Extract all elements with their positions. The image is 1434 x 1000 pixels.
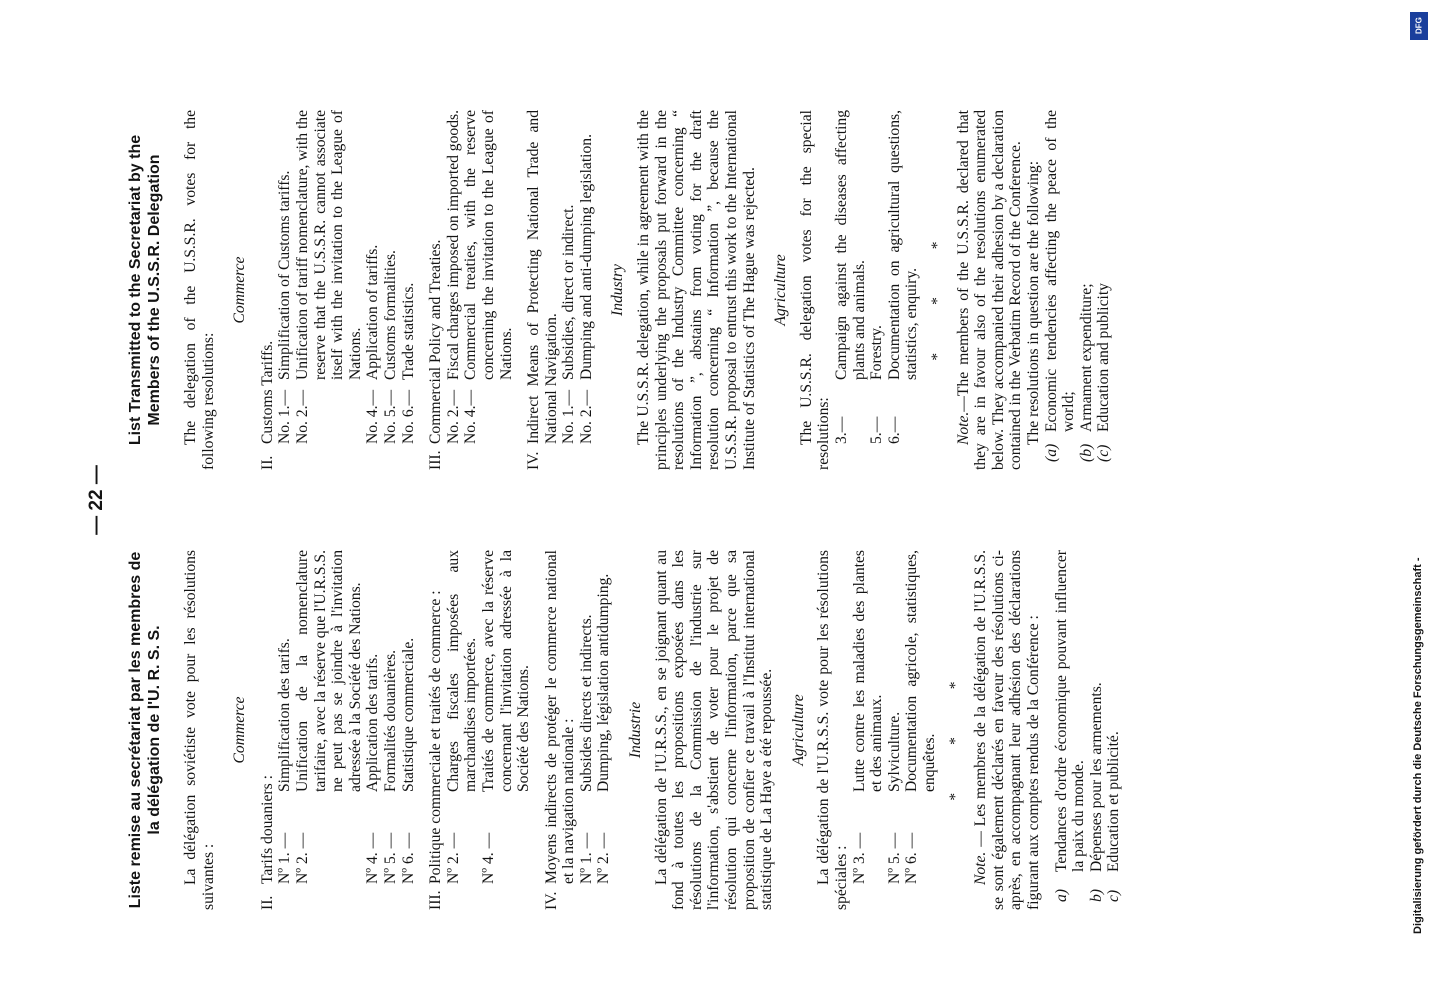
item-number: Nº 5. — [885,832,903,884]
item-text: Application of tariffs. [364,244,382,380]
item-text: Subsides directs et indirects. [577,614,595,792]
item-text: Customs formalities. [381,250,399,380]
item-text: Unification of tariff nomenclature, with the reserve that the U.S.S.R. cannot associate itself with the invitation to the League of Nations. [293,110,364,380]
list-text: Armament expenditure; [1077,283,1095,432]
item-number: Nº 2. — [595,832,613,884]
item-number: 3.— [833,416,850,444]
list-letter: (a) [1042,443,1060,462]
item-text: Formalités douanières. [381,649,399,792]
item-text: Subsidies, direct or indirect. [560,204,578,380]
item-text: Sylviculture. [885,711,903,792]
french-resolution-list [1053,550,1123,910]
item-number: Nº 1. — [577,832,595,884]
item-number: Nº 6. — [399,832,417,884]
note-text: —The members of the U.S.S.R. declared that they are in favour also of the resolutions enumerated below. They accompanied their adhesion by a declaration contained in the Verbatim Record of the Conference. [954,110,1025,470]
french-section-iii [427,550,533,910]
english-section-iii [427,110,515,470]
item-text: Application des tarifs. [364,653,382,792]
english-commerce-heading: Commerce [231,256,249,324]
section-roman: II. [258,895,276,910]
item-number: No. 6.— [399,389,417,444]
list-letter: (c) [1095,444,1113,462]
item-text: Simplification des tarifs. [276,638,294,792]
french-section-ii [259,550,417,910]
section-title: Indirect Means of Protecting National Trade and National Navigation. [525,110,560,444]
french-commerce-heading: Commerce [231,696,249,764]
list-letter: c) [1105,889,1123,902]
item-number: Nº 4. — [479,832,497,884]
item-text: Fiscal charges imposed on imported goods. [444,110,462,380]
french-note [972,550,1042,910]
english-note-followup: The resolutions in question are the following: [1024,160,1042,446]
list-letter: a) [1052,889,1070,902]
french-industry-text: La délégation de l'U.R.S.S., en se joignant quant au fond à toutes les propositions exposées dans les résolutions de la Commission de l'industrie sur l'information, s'abstient de voter pour le projet de résolution qui concerne l'information, parce que sa proposition de confier ce travail à l'Institut international statistique de La Haye a été repoussée. [652,550,776,910]
french-intro: La délégation soviétiste vote pour les résolutions suivantes : [182,550,217,910]
english-separator-stars: * * * [928,219,946,361]
item-number: Nº 1. — [276,832,294,884]
item-number: Nº 3. — [850,832,868,884]
section-title: Commercial Policy and Treaties. [427,239,445,444]
item-text: Documentation on agricultural questions, statistics, enquiry. [885,110,921,380]
french-separator-stars: * * * [946,659,964,801]
dfg-logo-icon: DFG [1410,12,1428,40]
digitization-stamp [1406,4,1430,994]
list-letter: b) [1087,889,1105,902]
item-number: No. 4.— [462,389,480,444]
item-number: 5.— [868,416,886,444]
item-text: Lutte contre les maladies des plantes et des animaux. [850,550,886,792]
item-text: Unification de la nomenclature tarifaire, avec la réserve que l'U.R.S.S. ne peut pas se joindre à l'invitation adressée à la Société des Nations. [293,550,364,792]
item-number: No. 2.— [444,389,462,444]
section-title: Politique commerciale et traités de commerce : [427,590,445,884]
note-text: — Les membres de la délégation de l'U.R.S.S. se sont également déclarés en faveur des résolutions ci-après, en accompagnant leur adhésion des déclarations figurant aux comptes rendus de la Conférence : [972,550,1042,910]
english-intro: The delegation of the U.S.S.R. votes for the following resolutions: [182,110,217,470]
list-text: Dépenses pour les armements. [1087,682,1105,872]
english-industry-text: The U.S.S.R. delegation, while in agreement with the principles underlying the proposals put forward in the resolutions of the Industry Committee concerning “ Information ”, abstains from voting for the draft resolution concerning “ Information ”, because the U.S.S.R. proposal to entrust this work to the International Institute of Statistics of The Hague was rejected. [635,110,758,470]
english-note [955,110,1025,470]
section-roman: IV. [542,891,560,910]
section-roman: IV. [525,451,543,470]
list-text: Tendances d'ordre économique pouvant influencer la paix du monde. [1052,550,1088,872]
item-number: Nº 2. — [293,832,311,884]
list-text: Education et publicité. [1105,731,1123,872]
item-text: Forestry. [868,325,886,380]
english-industry-heading: Industry [609,264,627,316]
item-text: Simplification of Customs tariffs. [276,170,294,380]
section-title: Moyens indirects de protéger le commerce national et la navigation nationale : [542,550,578,884]
item-text: Charges fiscales imposées aux marchandises importées. [444,550,480,792]
english-title: List Transmitted to the Secretariat by the Members of the U.S.S.R. Delegation [127,134,163,446]
item-text: Commercial treaties, with the reserve concerning the invitation to the League of Nations. [462,110,515,380]
list-letter: (b) [1077,443,1095,462]
item-text: Dumping, législation antidumping. [595,573,613,792]
stamp-text: Digitalisierung gefördert durch die Deutsche Forschungsgemeinschaft - [1412,557,1424,934]
item-number: No. 1.— [276,389,294,444]
list-text: Economic tendencies affecting the peace of the world; [1042,110,1078,432]
french-industry-heading: Industrie [627,701,645,759]
item-number: No. 1.— [560,389,578,444]
english-column [126,110,1113,470]
english-agriculture-heading: Agriculture [772,254,790,326]
item-number: 6.— [885,416,903,444]
page-number: — 22 — [86,465,107,535]
section-title: Tarifs douaniers : [258,775,276,884]
note-label: Note. [972,851,990,886]
item-text: Documentation agricole, statistiques, enquêtes. [903,550,938,792]
item-number: Nº 6. — [903,832,921,884]
item-text: Trade statistics. [399,282,417,380]
item-number: Nº 4. — [364,832,382,884]
note-label: Note. [954,411,972,446]
item-number: No. 2.— [577,389,595,444]
french-agriculture-heading: Agriculture [789,694,807,766]
french-column [126,550,1123,910]
french-title: Liste remise au secrétariat par les membres de la délégation de l'U. R. S. S. [127,551,163,909]
english-section-iv [525,110,595,470]
section-roman: III. [427,890,445,910]
item-text: Traités de commerce, avec la réserve concernant l'invitation adressée à la Société des Nations. [479,550,533,792]
section-title: Customs Tariffs. [258,340,276,444]
item-number: No. 2.— [293,389,311,444]
english-agriculture-intro: The U.S.S.R. delegation votes for the special resolutions: [797,110,833,470]
list-text: Education and publicity [1095,283,1113,432]
french-section-iv [543,550,613,910]
section-roman: II. [258,455,276,470]
item-number: Nº 5. — [381,832,399,884]
item-number: Nº 2. — [444,832,462,884]
item-text: Statistique commerciale. [399,637,417,792]
english-resolution-list [1043,110,1113,470]
item-number: No. 4.— [364,389,382,444]
section-roman: III. [427,450,445,470]
english-section-ii [259,110,417,470]
item-number: No. 5.— [381,389,399,444]
item-text: Dumping and anti-dumping legislation. [577,133,595,380]
item-text: Campaign against the diseases affecting plants and animals. [833,110,868,380]
french-agriculture-intro: La délégation de l'U.R.S.S. vote pour les résolutions spéciales : [815,550,850,910]
